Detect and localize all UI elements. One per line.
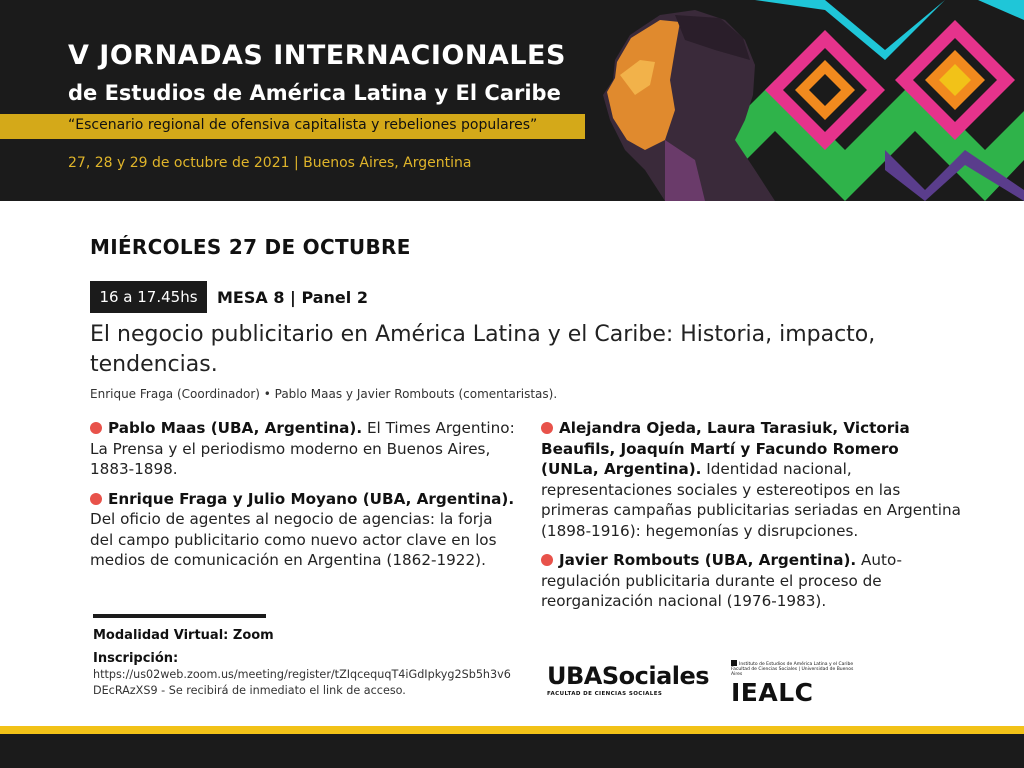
iealc-logo-text: IEALC [731, 678, 814, 707]
event-title: V JORNADAS INTERNACIONALES [68, 40, 566, 71]
iealc-institute-name: Instituto de Estudios de América Latina y el Caribe [739, 662, 854, 667]
session-time-badge: 16 a 17.45hs [90, 281, 207, 313]
presentation-authors: Javier Rombouts (UBA, Argentina). [559, 551, 857, 569]
section-divider [93, 614, 266, 618]
panel-coordinators: Enrique Fraga (Coordinador) • Pablo Maas y Javier Rombouts (comentaristas). [90, 387, 558, 401]
registration-info [93, 667, 513, 699]
registration-note: - Se recibirá de inmediato el link de acceso. [157, 684, 406, 697]
presentation-authors: Alejandra Ojeda, Laura Tarasiuk, Victoria Beaufils, Joaquín Martí y Facundo Romero (UNLa, Argentina). [541, 419, 910, 478]
bullet-dot-icon [541, 554, 553, 566]
event-header [0, 0, 1024, 201]
event-date-location: 27, 28 y 29 de octubre de 2021 | Buenos Aires, Argentina [68, 155, 472, 171]
presentation-item [90, 489, 520, 571]
registration-link[interactable]: https://us02web.zoom.us/meeting/register/tZIqcequqT4iGdIpkyg2Sb5h3v6DEcRAzXS9 [93, 668, 511, 697]
uba-sociales-logo [547, 662, 710, 697]
header-artwork [585, 0, 1024, 201]
presentation-title: Auto-regulación publicitaria durante el proceso de reorganización nacional (1976-1983). [541, 551, 903, 610]
presentation-title: El Times Argentino: La Prensa y el periodismo moderno en Buenos Aires, 1883-1898. [90, 419, 515, 478]
presentations-left-column [90, 418, 520, 580]
slogan-band [0, 114, 640, 139]
presentation-item [541, 418, 961, 541]
registration-label: Inscripción: [93, 651, 179, 666]
presentation-authors: Pablo Maas (UBA, Argentina). [108, 419, 363, 437]
slogan-text: “Escenario regional de ofensiva capitalista y rebeliones populares” [68, 117, 538, 133]
bullet-dot-icon [90, 422, 102, 434]
presentation-title: Identidad nacional, representaciones sociales y estereotipos en las primeras campañas publicitarias seriadas en Argentina (1898-1916): hegemonías y disrupciones. [541, 460, 961, 540]
presentation-item [90, 418, 520, 480]
bullet-dot-icon [541, 422, 553, 434]
iealc-faculty-name: Facultad de Ciencias Sociales | Universidad de Buenos Aires [731, 667, 854, 677]
presentation-authors: Enrique Fraga y Julio Moyano (UBA, Argentina). [108, 489, 515, 508]
presentation-title: Del oficio de agentes al negocio de agencias: la forja del campo publicitario como nuevo actor clave en los medios de comunicación en Argentina (1862-1922). [90, 510, 497, 569]
footer-stripe [0, 726, 1024, 734]
panel-title: El negocio publicitario en América Latina y el Caribe: Historia, impacto, tendencias. [90, 322, 876, 377]
presentation-item [541, 550, 961, 612]
footer-bar [0, 734, 1024, 768]
session-mesa: MESA 8 | Panel 2 [217, 288, 368, 307]
bullet-dot-icon [90, 493, 102, 505]
uba-logo-subtitle: FACULTAD DE CIENCIAS SOCIALES [547, 691, 663, 697]
session-day: MIÉRCOLES 27 DE OCTUBRE [90, 235, 411, 259]
modality-text: Modalidad Virtual: Zoom [93, 628, 274, 643]
presentations-right-column [541, 418, 961, 621]
event-subtitle: de Estudios de América Latina y El Caribe [68, 81, 561, 105]
uba-logo-text: UBASociales [547, 662, 710, 690]
iealc-logo [731, 660, 861, 707]
iealc-mark-icon [731, 660, 737, 666]
